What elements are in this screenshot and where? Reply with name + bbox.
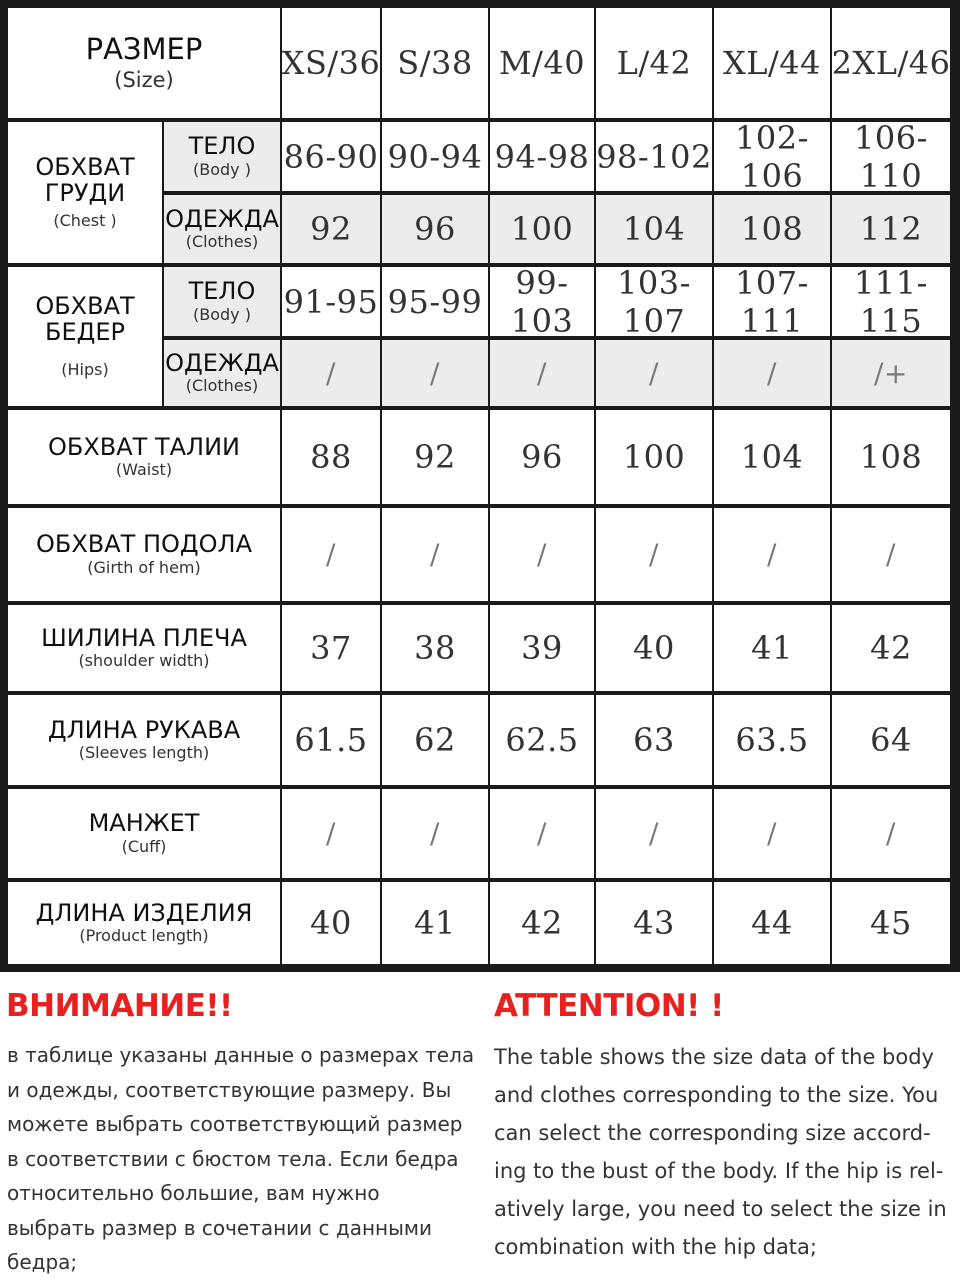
value-text: 37 (310, 629, 352, 667)
value-text: / (649, 356, 659, 390)
value-text: 38 (414, 629, 456, 667)
measurement-label (8, 789, 280, 878)
value-cell (282, 122, 380, 191)
value-text: 86-90 (283, 137, 379, 176)
hips-sublabel: (Hips) (61, 359, 109, 379)
size-label: 2XL/46 (832, 44, 950, 82)
measurement-subtitle: (Product length) (79, 926, 209, 946)
value-cell (596, 122, 712, 191)
measurement-title: МАНЖЕТ (88, 809, 200, 838)
attention-line-ru: можете выбрать соответствующий размер (7, 1112, 463, 1136)
value-cell (490, 410, 594, 504)
value-text: 102-106 (735, 122, 809, 191)
value-cell (832, 882, 950, 964)
value-cell (832, 195, 950, 263)
value-text: / (649, 817, 659, 850)
hips-label: ОБХВАТ БЕДЕР (35, 292, 135, 346)
measurement-label (8, 508, 280, 601)
value-cell (382, 340, 488, 406)
measurement-title: ОБХВАТ ПОДОЛА (35, 530, 252, 559)
attention-line-en: and clothes corresponding to the size. You (494, 1083, 939, 1107)
value-cell (596, 195, 712, 263)
hips-row-title: ОДЕЖДА (165, 348, 279, 377)
value-text: 42 (870, 629, 912, 667)
value-text: 99-103 (510, 267, 574, 336)
measurement-title: ОБХВАТ ТАЛИИ (48, 432, 240, 461)
value-text: 106-110 (854, 122, 928, 191)
value-cell (832, 695, 950, 785)
measurement-subtitle: (Waist) (115, 460, 173, 480)
size-label: S/38 (397, 44, 473, 82)
value-text: / (537, 538, 547, 571)
value-text: 111-115 (854, 267, 928, 336)
value-cell (832, 789, 950, 878)
value-cell (382, 122, 488, 191)
value-cell (832, 605, 950, 691)
value-cell (490, 789, 594, 878)
attention-title-en: ATTENTION! ! (494, 988, 724, 1024)
attention-line-ru: выбрать размер в сочетании с данными (7, 1215, 432, 1240)
value-text: / (767, 538, 777, 571)
value-cell (282, 267, 380, 336)
chest-row-subtitle: (Clothes) (185, 232, 259, 252)
value-cell (382, 605, 488, 691)
hips-group-label (8, 267, 162, 406)
value-text: 100 (510, 210, 574, 248)
size-column-header (282, 8, 380, 118)
value-cell (382, 508, 488, 601)
value-text: 42 (521, 904, 563, 942)
measurement-title: ДЛИНА РУКАВА (47, 715, 241, 744)
value-text: 40 (310, 904, 352, 942)
value-text: 108 (740, 210, 804, 248)
attention-line-ru: в таблице указаны данные о размерах тела (7, 1043, 475, 1067)
value-cell (490, 195, 594, 263)
measurement-label (8, 882, 280, 964)
value-text: / (430, 817, 440, 850)
value-text: 100 (622, 438, 686, 476)
value-text: / (537, 356, 547, 390)
value-text: 103-107 (617, 267, 691, 336)
value-cell (490, 267, 594, 336)
value-text: 62.5 (505, 721, 579, 759)
value-cell (714, 508, 830, 601)
measurement-label (8, 695, 280, 785)
value-cell (832, 508, 950, 601)
value-text: / (430, 356, 440, 390)
hips-row-subtitle: (Body ) (193, 304, 251, 324)
value-cell (714, 789, 830, 878)
value-cell (832, 410, 950, 504)
value-cell (490, 695, 594, 785)
measurement-title: ШИЛИНА ПЛЕЧА (41, 623, 247, 652)
value-cell (714, 410, 830, 504)
value-cell (714, 695, 830, 785)
size-column-header (382, 8, 488, 118)
hips-row-subtitle: (Clothes) (185, 376, 259, 396)
value-text: / (326, 538, 336, 571)
attention-line-ru: в соответствии с бюстом тела. Если бедра (7, 1146, 459, 1171)
value-cell (282, 410, 380, 504)
value-cell (382, 410, 488, 504)
value-cell (714, 122, 830, 191)
value-text: 41 (414, 904, 456, 942)
chest-row-title: ОДЕЖДА (165, 204, 279, 233)
value-text: 88 (310, 438, 352, 476)
attention-line-en: ing to the bust of the body. If the hip is rel- (494, 1159, 944, 1183)
value-cell (282, 605, 380, 691)
value-text: / (649, 538, 659, 571)
value-text: 40 (633, 629, 675, 667)
value-cell (282, 882, 380, 964)
value-text: 62 (414, 721, 456, 759)
value-text: / (326, 356, 336, 390)
attention-text-en (494, 1038, 954, 1266)
value-cell (714, 340, 830, 406)
value-text: / (767, 817, 777, 850)
value-text: 107-111 (735, 267, 809, 336)
size-header-title: РАЗМЕР (85, 32, 203, 67)
attention-title-ru: ВНИМАНИЕ!! (6, 988, 233, 1024)
value-text: 63 (633, 721, 675, 759)
value-text: 112 (859, 210, 923, 248)
value-text: 92 (310, 210, 352, 248)
value-text: 98-102 (596, 137, 712, 176)
value-cell (282, 695, 380, 785)
chest-row-label (164, 195, 280, 263)
value-text: 104 (622, 210, 686, 248)
value-cell (596, 789, 712, 878)
size-label: M/40 (498, 44, 586, 82)
value-text: / (537, 817, 547, 850)
value-text: 61.5 (294, 721, 368, 759)
value-text: 64 (870, 721, 912, 759)
value-cell (596, 882, 712, 964)
value-cell (282, 195, 380, 263)
value-text: 45 (870, 904, 912, 942)
hips-row-title: ТЕЛО (188, 277, 256, 306)
value-cell (832, 267, 950, 336)
measurement-label (8, 410, 280, 504)
value-cell (490, 340, 594, 406)
size-label: L/42 (616, 44, 692, 82)
value-text: 63.5 (735, 721, 809, 759)
value-cell (596, 508, 712, 601)
value-text: / (886, 817, 896, 850)
chest-row-label (164, 122, 280, 191)
value-cell (382, 267, 488, 336)
attention-line-ru: относительно большие, вам нужно (7, 1181, 380, 1205)
value-text: /+ (874, 356, 908, 390)
chest-group-label (8, 122, 162, 263)
size-column-header (596, 8, 712, 118)
attention-line-en: atively large, you need to select the size in (494, 1197, 947, 1221)
size-column-header (832, 8, 950, 118)
measurement-label (8, 605, 280, 691)
value-cell (596, 267, 712, 336)
value-cell (596, 695, 712, 785)
measurement-subtitle: (Sleeves length) (78, 743, 210, 763)
attention-line-en: can select the corresponding size accord- (494, 1121, 931, 1145)
value-cell (382, 695, 488, 785)
attention-line-ru: бедра; (7, 1250, 78, 1274)
value-cell (382, 789, 488, 878)
size-label: XL/44 (722, 44, 822, 82)
chest-row-subtitle: (Body ) (193, 159, 251, 179)
attention-line-en: The table shows the size data of the body (494, 1045, 934, 1069)
attention-line-en: combination with the hip data; (494, 1235, 817, 1259)
value-cell (282, 508, 380, 601)
value-cell (282, 340, 380, 406)
value-cell (596, 605, 712, 691)
measurement-subtitle: (shoulder width) (78, 651, 210, 671)
chest-sublabel: (Chest ) (53, 210, 117, 230)
size-column-header (490, 8, 594, 118)
value-text: / (326, 817, 336, 850)
value-text: 91-95 (283, 282, 379, 321)
value-cell (490, 508, 594, 601)
value-cell (714, 882, 830, 964)
value-text: 96 (414, 210, 456, 248)
hips-row-label (164, 267, 280, 336)
value-cell (832, 340, 950, 406)
chest-label: ОБХВАТ ГРУДИ (35, 153, 135, 207)
value-text: 43 (633, 904, 675, 942)
value-cell (714, 605, 830, 691)
value-text: 94-98 (494, 137, 590, 176)
value-cell (714, 195, 830, 263)
attention-text-ru (7, 1038, 485, 1280)
value-cell (832, 122, 950, 191)
value-cell (382, 882, 488, 964)
value-text: / (767, 356, 777, 390)
chest-row-title: ТЕЛО (188, 132, 256, 161)
value-text: / (430, 538, 440, 571)
value-text: 41 (751, 629, 793, 667)
measurement-subtitle: (Cuff) (121, 836, 167, 856)
value-text: 44 (751, 904, 793, 942)
attention-notes (0, 972, 960, 1280)
value-text: 108 (859, 438, 923, 476)
value-cell (282, 789, 380, 878)
value-text: / (886, 538, 896, 571)
size-header-cell (8, 8, 280, 118)
size-label: XS/36 (282, 44, 380, 82)
value-cell (596, 410, 712, 504)
hips-row-label (164, 340, 280, 406)
size-chart-table (8, 8, 952, 965)
value-cell (382, 195, 488, 263)
value-cell (490, 605, 594, 691)
measurement-title: ДЛИНА ИЗДЕЛИЯ (35, 898, 253, 927)
value-text: 96 (521, 438, 563, 476)
size-column-header (714, 8, 830, 118)
value-text: 90-94 (387, 137, 483, 176)
attention-line-ru: и одежды, соответствующие размеру. Вы (7, 1077, 452, 1102)
value-text: 104 (740, 438, 804, 476)
value-cell (490, 882, 594, 964)
value-text: 39 (521, 629, 563, 667)
value-cell (596, 340, 712, 406)
value-cell (714, 267, 830, 336)
measurement-subtitle: (Girth of hem) (87, 557, 201, 577)
value-text: 95-99 (387, 282, 483, 321)
value-cell (490, 122, 594, 191)
value-text: 92 (414, 438, 456, 476)
size-header-subtitle: (Size) (114, 67, 174, 92)
